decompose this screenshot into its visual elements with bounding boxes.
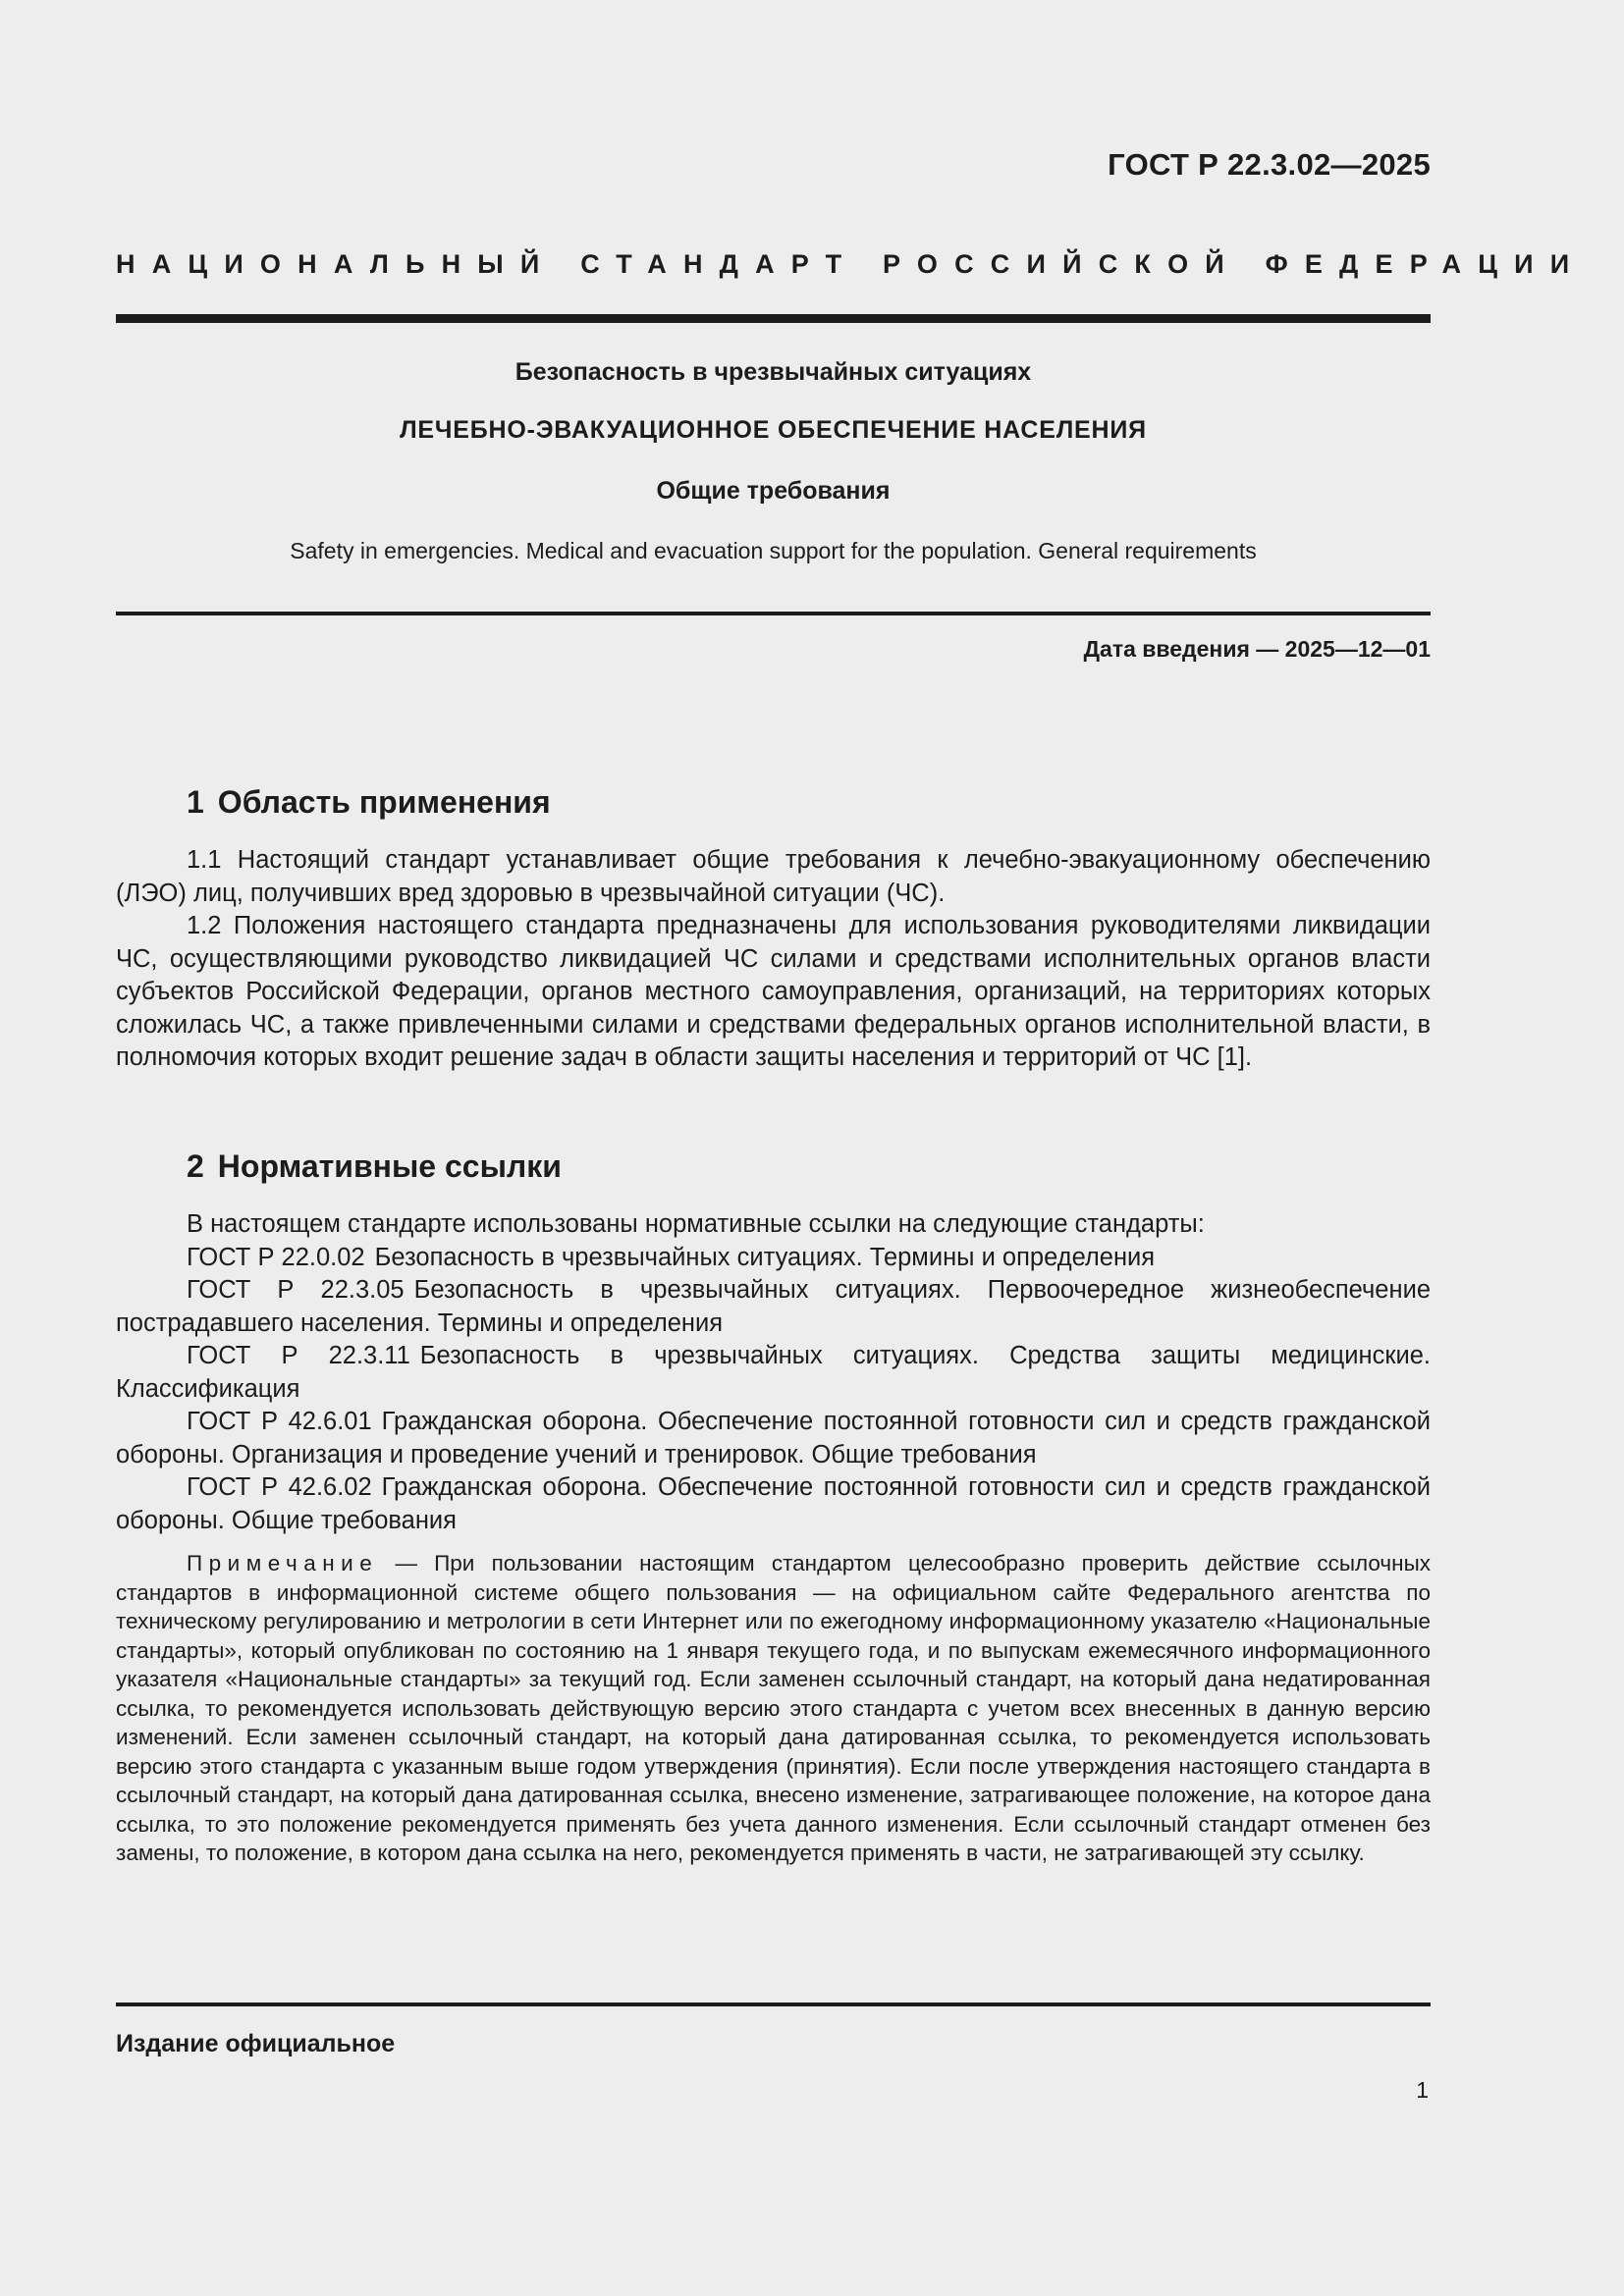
title-subject: Безопасность в чрезвычайных ситуациях bbox=[514, 358, 1032, 386]
section-2-number: 2 bbox=[187, 1148, 204, 1184]
paragraph-1-2: 1.2 Положения настоящего стандарта предназначены для использования руководителями ликвидации ЧС, осуществляющими руководство ликвидацией ЧС силами и средствами исполнительных органов власти субъектов Российской Федерации, органов местного самоуправления, организаций, на территориях которых сложилась ЧС, а также привлеченными силами и средствами федеральных органов исполнительной власти, в полномочия которых входит решение задач в области защиты населения и территорий от ЧС [1]. bbox=[116, 912, 1431, 1071]
title-subtitle: Общие требования bbox=[656, 477, 891, 505]
reference-title: Гражданская оборона. Обеспечение постоянной готовности сил и средств гражданской обороны. Общие требования bbox=[116, 1473, 1431, 1534]
reference-item bbox=[116, 1274, 1431, 1340]
national-standard-heading: НАЦИОНАЛЬНЫЙ СТАНДАРТ РОССИЙСКОЙ ФЕДЕРАЦИИ bbox=[116, 249, 1587, 279]
reference-item bbox=[116, 1406, 1431, 1471]
note-label: Примечание bbox=[187, 1551, 379, 1575]
section-2-title: Нормативные ссылки bbox=[217, 1148, 562, 1184]
section-1-body bbox=[116, 844, 1431, 1075]
note-text: — При пользовании настоящим стандартом целесообразно проверить действие ссылочных стандартов в информационной системе общего пользования — на официальном сайте Федерального агентства по техническому регулированию и метрологии в сети Интернет или по ежегодному информационному указателю «Национальные стандарты», который опубликован по состоянию на 1 января текущего года, и по выпускам ежемесячного информационного указателя «Национальные стандарты» за текущий год. Если заменен ссылочный стандарт, на который дана недатированная ссылка, то рекомендуется использовать действующую версию этого стандарта с учетом всех внесенных в данную версию изменений. Если заменен ссылочный стандарт, на который дана датированная ссылка, то рекомендуется использовать версию этого стандарта с указанным выше годом утверждения (принятия). Если после утверждения настоящего стандарта в ссылочный стандарт, на который дана датированная ссылка, внесено изменение, затрагивающее положение, на которое дана ссылка, то это положение рекомендуется применять без учета данного изменения. Если ссылочный стандарт отменен без замены, то положение, в котором дана ссылка на него, рекомендуется применять в части, не затрагивающей эту ссылку. bbox=[116, 1551, 1431, 1865]
reference-code: ГОСТ Р 42.6.01 bbox=[187, 1408, 372, 1435]
reference-title: Безопасность в чрезвычайных ситуациях. Первоочередное жизнеобеспечение пострадавшего населения. Термины и определения bbox=[116, 1276, 1431, 1337]
reference-title: Безопасность в чрезвычайных ситуациях. Средства защиты медицинские. Классификация bbox=[116, 1342, 1431, 1403]
reference-title: Безопасность в чрезвычайных ситуациях. Термины и определения bbox=[374, 1243, 1156, 1271]
section-1-title: Область применения bbox=[217, 784, 551, 820]
official-edition-label: Издание официальное bbox=[116, 2030, 396, 2057]
title-english: Safety in emergencies. Medical and evacuation support for the population. General requirements bbox=[290, 538, 1257, 563]
reference-item bbox=[116, 1340, 1431, 1406]
title-block bbox=[116, 353, 1431, 568]
section-2-body bbox=[116, 1208, 1431, 1868]
reference-title: Гражданская оборона. Обеспечение постоянной готовности сил и средств гражданской обороны. Организация и проведение учений и тренировок. Общие требования bbox=[116, 1408, 1431, 1468]
reference-code: ГОСТ Р 22.0.02 bbox=[187, 1243, 365, 1271]
footer-divider bbox=[116, 2002, 1431, 2006]
introduction-date: Дата введения — 2025—12—01 bbox=[1083, 636, 1431, 662]
reference-code: ГОСТ Р 42.6.02 bbox=[187, 1473, 372, 1501]
page-number: 1 bbox=[1416, 2077, 1429, 2103]
section-1-number: 1 bbox=[187, 784, 204, 820]
reference-item bbox=[116, 1471, 1431, 1537]
section-2-heading bbox=[187, 1148, 562, 1185]
paragraph-1-1: 1.1 Настоящий стандарт устанавливает общие требования к лечебно-эвакуационному обеспечению (ЛЭО) лиц, получивших вред здоровью в чрезвычайной ситуации (ЧС). bbox=[116, 846, 1431, 907]
reference-code: ГОСТ Р 22.3.05 bbox=[187, 1276, 405, 1304]
references-note bbox=[116, 1549, 1431, 1868]
references-intro: В настоящем стандарте использованы нормативные ссылки на следующие стандарты: bbox=[187, 1210, 1205, 1238]
title-main: ЛЕЧЕБНО-ЭВАКУАЦИОННОЕ ОБЕСПЕЧЕНИЕ НАСЕЛЕНИЯ bbox=[400, 416, 1147, 444]
title-divider bbox=[116, 612, 1431, 615]
header-divider bbox=[116, 314, 1431, 323]
reference-item bbox=[116, 1242, 1431, 1275]
section-1-heading bbox=[187, 784, 551, 821]
reference-code: ГОСТ Р 22.3.11 bbox=[187, 1342, 410, 1369]
document-code: ГОСТ Р 22.3.02—2025 bbox=[1108, 147, 1431, 182]
